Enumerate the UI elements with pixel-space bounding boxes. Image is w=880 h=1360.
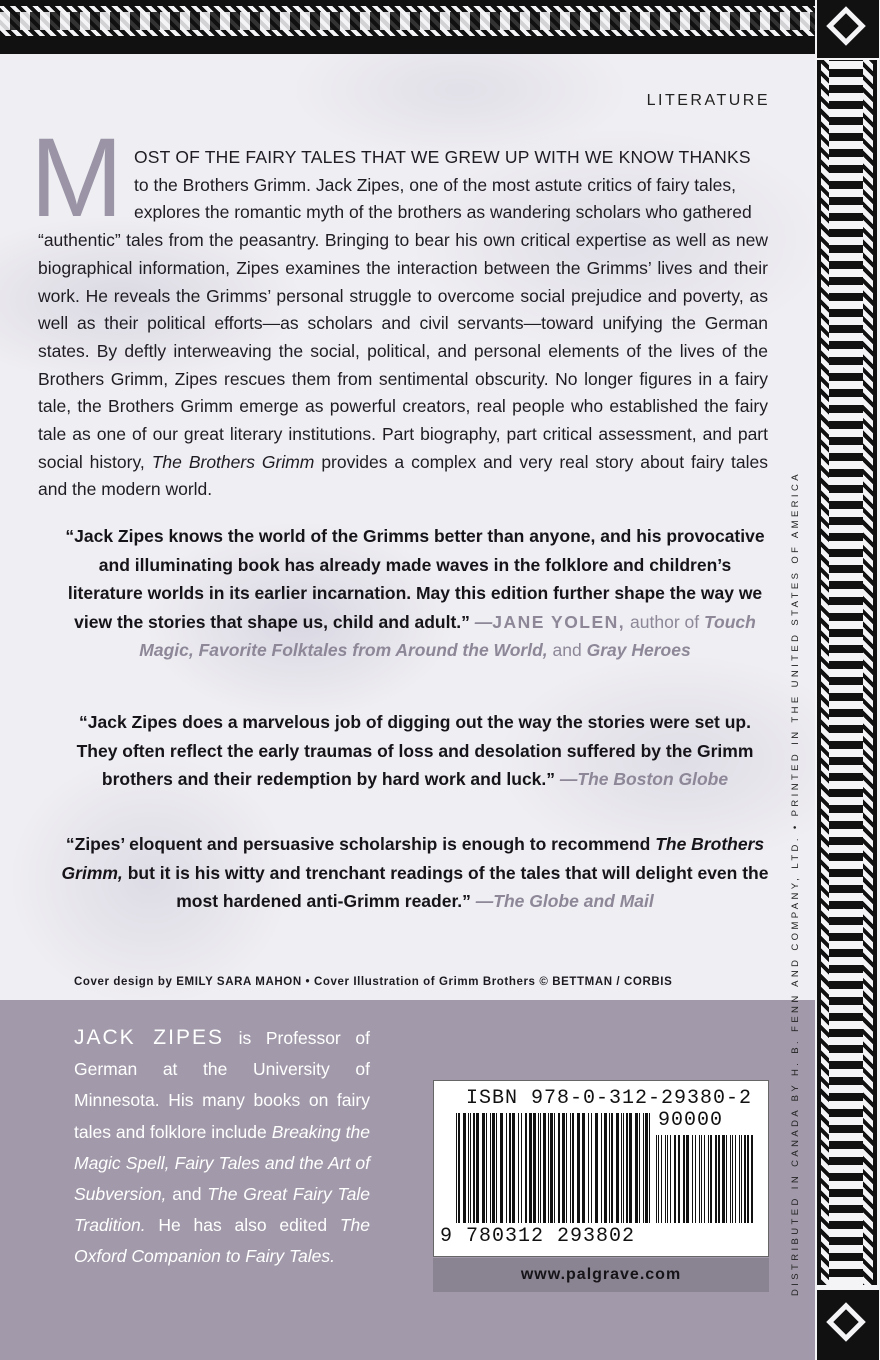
isbn-number: ISBN 978-0-312-29380-2: [466, 1087, 753, 1110]
barcode-bar: [626, 1113, 628, 1223]
author-bio: JACK ZIPES is Professor of German at the University of Minnesota. His many books on fairy tales and folklore include Breaking the Magic Spell, Fairy Tales and the Art of Subversion, and The Great Fairy Tale Tradition. He has also edited The Oxford Companion to Fairy Tales.: [74, 1026, 370, 1267]
barcode-bar: [463, 1113, 466, 1223]
barcode-bar: [701, 1135, 702, 1223]
barcode-bar: [658, 1135, 659, 1223]
description-line: explores the romantic myth of the brothers as wandering scholars who gathered: [134, 202, 752, 223]
barcode-bar: [741, 1135, 742, 1223]
barcode-bar: [468, 1113, 469, 1223]
corner-ornament: [817, 1290, 879, 1360]
barcode-bar: [645, 1113, 648, 1223]
barcode-bar: [629, 1113, 632, 1223]
barcode-bar: [482, 1113, 485, 1223]
barcode-bar: [496, 1113, 497, 1223]
barcode-bar: [521, 1113, 522, 1223]
barcode-bar: [550, 1113, 553, 1223]
barcode-bar: [538, 1113, 539, 1223]
barcode-bar: [661, 1135, 662, 1223]
barcode-bar: [543, 1113, 546, 1223]
barcode-bar: [611, 1113, 613, 1223]
barcode-bar: [595, 1113, 598, 1223]
right-ornamental-border: [815, 0, 880, 1360]
barcode-bar: [732, 1135, 733, 1223]
barcode-bar: [470, 1113, 471, 1223]
barcode-bar: [639, 1113, 640, 1223]
barcode-bar: [686, 1135, 689, 1223]
quote-source: —The Globe and Mail: [475, 891, 654, 911]
barcode-bar: [570, 1113, 571, 1223]
barcode-bar: [492, 1113, 495, 1223]
barcode-bar: [566, 1113, 567, 1223]
barcode-bar: [635, 1113, 638, 1223]
spine-note: DISTRIBUTED IN CANADA BY H. B. FENN AND COMPANY, LTD. • PRINTED IN THE UNITED STATES OF AMERICA: [790, 471, 801, 1296]
barcode-bar: [621, 1113, 622, 1223]
barcode-bar: [739, 1135, 740, 1223]
barcode-bar: [670, 1135, 671, 1223]
barcode-bar: [649, 1113, 650, 1223]
barcode-bar: [591, 1113, 592, 1223]
author-name: JACK ZIPES: [74, 1026, 224, 1049]
barcode-bar: [486, 1113, 487, 1223]
review-quote: “Jack Zipes does a marvelous job of digging out the way the stories were set up. They often reflect the early traumas of loss and desolation suffered by the Grimm brothers and their redemption by hard work and luck.” —The Boston Globe: [76, 712, 754, 789]
barcode-bar: [582, 1113, 585, 1223]
barcode-bar: [643, 1113, 644, 1223]
barcode-bar: [604, 1113, 607, 1223]
review-quote: “Jack Zipes knows the world of the Grimms better than anyone, and his provocative and illuminating book has already made waves in the folklore and children’s literature worlds in its earlier incarnation. May this edition further shape the way we view the stories that shape us, child and adult.” —JANE YOLEN, author of Touch Magic, Favorite Folktales from Around the World, and Gray Heroes: [65, 526, 765, 660]
barcode-bar: [726, 1135, 727, 1223]
barcode-bar: [588, 1113, 589, 1223]
corner-ornament: [817, 0, 879, 58]
barcode-bar: [518, 1113, 519, 1223]
barcode-bars: [456, 1113, 652, 1223]
description-line: to the Brothers Grimm. Jack Zipes, one of the most astute critics of fairy tales,: [134, 174, 737, 195]
barcode-bar: [683, 1135, 685, 1223]
barcode-bar: [708, 1135, 709, 1223]
barcode-bar: [722, 1135, 725, 1223]
description-body: “authentic” tales from the peasantry. Bringing to bear his own critical expertise as well as new biographical information, Zipes examines the interaction between the Grimms’ lives and their work. He reveals the Grimms’ personal struggle to overcome social prejudice and poverty, as well as their political efforts—as scholars and civil servants—toward unifying the German states. By deftly interweaving the social, political, and personal elements of the lives of the Brothers Grimm, Zipes rescues them from sentimental obscurity. No longer figures in a fairy tale, the Brothers Grimm emerge as powerful creators, real people who established the fairy tale as one of our great literary institutions. Part biography, part critical assessment, and part social history, The Brothers Grimm provides a complex and very real story about fairy tales and the modern world.: [38, 230, 768, 500]
barcode-bar: [562, 1113, 565, 1223]
barcode-bar: [735, 1135, 736, 1223]
barcode-bar: [533, 1113, 536, 1223]
review-quote: “Zipes’ eloquent and persuasive scholarship is enough to recommend The Brothers Grimm, but it is his witty and trenchant readings of the tales that will delight even the most hardened anti-Grimm reader.” —The Globe and Mail: [61, 834, 769, 911]
barcode-bar: [509, 1113, 511, 1223]
barcode-bar: [616, 1113, 619, 1223]
barcode-bar: [699, 1135, 700, 1223]
barcode-bar: [730, 1135, 731, 1223]
barcode-bar: [704, 1135, 705, 1223]
barcode-bar: [540, 1113, 541, 1223]
barcode-bar: [692, 1135, 693, 1223]
barcode-bar: [490, 1113, 491, 1223]
barcode-bar: [744, 1135, 746, 1223]
barcode-bar: [667, 1135, 668, 1223]
isbn-barcode: [433, 1080, 769, 1257]
barcode-bar: [695, 1135, 696, 1223]
barcode-bar: [751, 1135, 753, 1223]
barcode-bar: [512, 1113, 515, 1223]
barcode-bar: [674, 1135, 676, 1223]
barcode-bar: [623, 1113, 624, 1223]
border-pattern: [0, 12, 815, 30]
barcode-bar: [554, 1113, 555, 1223]
cover-credits: Cover design by EMILY SARA MAHON • Cover Illustration of Grimm Brothers © BETTMAN / CORBIS: [74, 976, 673, 988]
publisher-website[interactable]: www.palgrave.com: [433, 1258, 769, 1292]
barcode-bar: [678, 1135, 680, 1223]
barcode-bar: [665, 1135, 666, 1223]
border-pattern: [829, 60, 863, 1285]
barcode-bar: [601, 1113, 602, 1223]
barcode-bar: [506, 1113, 507, 1223]
barcode-bar: [710, 1135, 712, 1223]
top-ornamental-border: [0, 0, 815, 54]
barcode-bar: [715, 1135, 717, 1223]
drop-cap: M: [30, 115, 124, 240]
category-label: LITERATURE: [646, 92, 770, 109]
barcode-bar: [572, 1113, 574, 1223]
barcode-bar: [458, 1113, 460, 1223]
barcode-bar: [529, 1113, 532, 1223]
barcode-bar: [525, 1113, 527, 1223]
barcode-bar: [718, 1135, 720, 1223]
barcode-bar: [456, 1113, 457, 1223]
barcode-bar: [476, 1113, 479, 1223]
barcode-bar: [577, 1113, 580, 1223]
barcode-bar: [656, 1135, 657, 1223]
barcode-bar: [609, 1113, 610, 1223]
price-barcode-bars: [656, 1135, 756, 1223]
book-description: [38, 144, 768, 504]
ean-number: 9 780312 293802: [440, 1225, 636, 1248]
description-line: OST OF THE FAIRY TALES THAT WE GREW UP WITH WE KNOW THANKS: [134, 147, 751, 167]
barcode-bar: [473, 1113, 475, 1223]
barcode-bar: [747, 1135, 749, 1223]
price-code: 90000: [658, 1109, 724, 1132]
barcode-bar: [558, 1113, 560, 1223]
barcode-bar: [548, 1113, 549, 1223]
quote-source: —The Boston Globe: [559, 769, 729, 789]
barcode-bar: [500, 1113, 503, 1223]
